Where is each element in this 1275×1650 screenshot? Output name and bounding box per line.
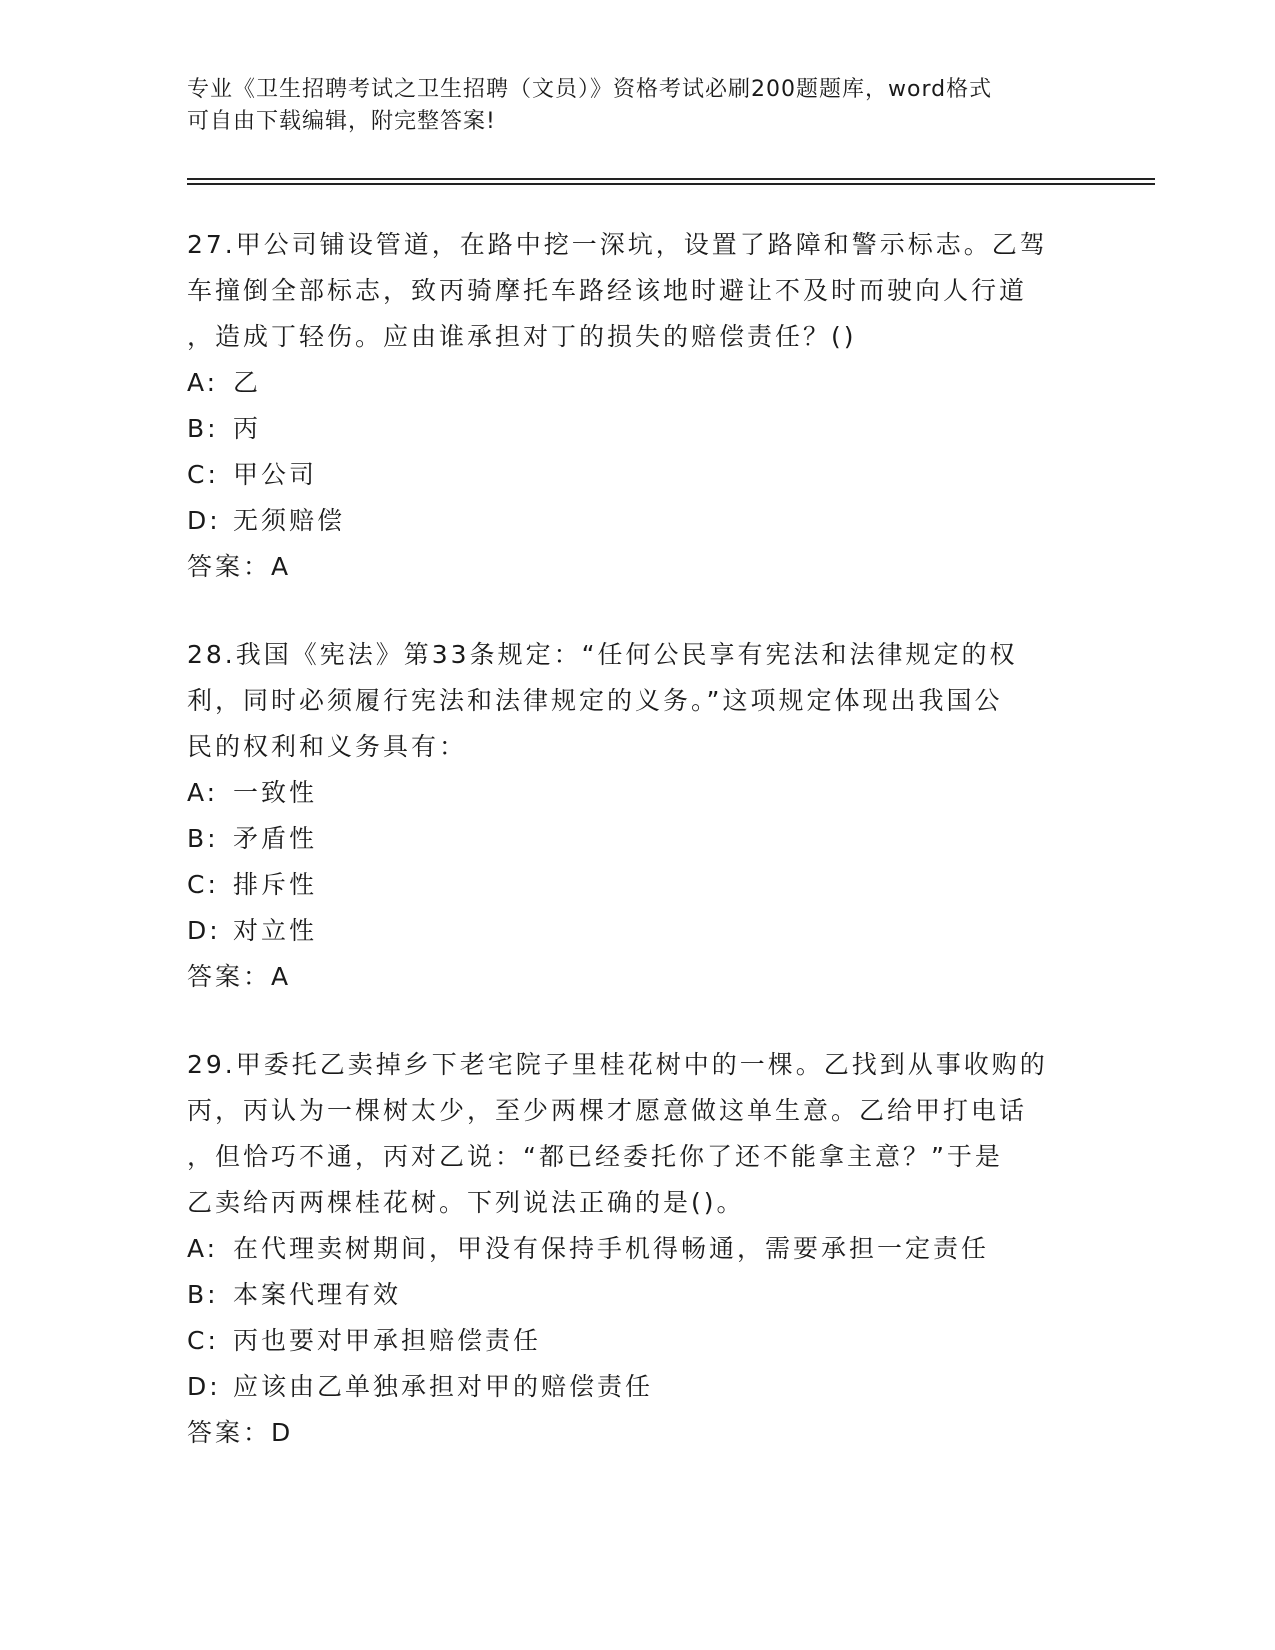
- option-text: 乙: [233, 368, 262, 397]
- option-letter: D:: [187, 1372, 221, 1401]
- option-b: [187, 816, 1087, 862]
- option-letter: D:: [187, 916, 221, 945]
- option-text: 丙: [233, 414, 262, 443]
- header-divider-bottom: [187, 183, 1155, 185]
- option-letter: B:: [187, 1280, 219, 1309]
- option-d: [187, 908, 1087, 954]
- option-letter: A:: [187, 1234, 219, 1263]
- option-text: 本案代理有效: [233, 1280, 402, 1309]
- option-d: [187, 498, 1087, 544]
- option-d: [187, 1364, 1087, 1410]
- question-stem: 28.我国《宪法》第33条规定：“任何公民享有宪法和法律规定的权 利，同时必须履行宪法和法律规定的义务。”这项规定体现出我国公 民的权利和义务具有：: [187, 640, 1018, 761]
- option-text: 对立性: [233, 916, 318, 945]
- option-letter: D:: [187, 506, 221, 535]
- option-letter: A:: [187, 778, 219, 807]
- option-a: [187, 360, 1087, 406]
- option-b: [187, 406, 1087, 452]
- option-text: 应该由乙单独承担对甲的赔偿责任: [233, 1372, 654, 1401]
- document-header: 专业《卫生招聘考试之卫生招聘（文员）》资格考试必刷200题题库，word格式 可自由下载编辑，附完整答案!: [187, 77, 993, 134]
- option-text: 甲公司: [233, 460, 318, 489]
- option-text: 排斥性: [233, 870, 318, 899]
- option-text: 丙也要对甲承担赔偿责任: [233, 1326, 542, 1355]
- option-letter: C:: [187, 870, 219, 899]
- option-letter: B:: [187, 824, 219, 853]
- option-text: 一致性: [233, 778, 318, 807]
- question-27: [187, 222, 1087, 590]
- option-a: [187, 1226, 1087, 1272]
- option-letter: A:: [187, 368, 219, 397]
- option-letter: C:: [187, 1326, 219, 1355]
- option-text: 无须赔偿: [233, 506, 346, 535]
- option-c: [187, 1318, 1087, 1364]
- option-letter: C:: [187, 460, 219, 489]
- option-letter: B:: [187, 414, 219, 443]
- answer-line: 答案：A: [187, 962, 292, 991]
- answer-line: 答案：A: [187, 552, 292, 581]
- option-b: [187, 1272, 1087, 1318]
- answer-line: 答案：D: [187, 1418, 294, 1447]
- option-c: [187, 452, 1087, 498]
- question-29: [187, 1042, 1087, 1456]
- option-a: [187, 770, 1087, 816]
- option-text: 在代理卖树期间，甲没有保持手机得畅通，需要承担一定责任: [233, 1234, 990, 1263]
- option-text: 矛盾性: [233, 824, 318, 853]
- question-stem: 29.甲委托乙卖掉乡下老宅院子里桂花树中的一棵。乙找到从事收购的 丙，丙认为一棵树太少，至少两棵才愿意做这单生意。乙给甲打电话 ，但恰巧不通，丙对乙说：“都已经委托你了还不能拿主意？”于是 乙卖给丙两棵桂花树。下列说法正确的是()。: [187, 1050, 1048, 1217]
- question-28: [187, 632, 1087, 1000]
- option-c: [187, 862, 1087, 908]
- header-divider-top: [187, 178, 1155, 180]
- question-stem: 27.甲公司铺设管道，在路中挖一深坑，设置了路障和警示标志。乙驾 车撞倒全部标志，致丙骑摩托车路经该地时避让不及时而驶向人行道 ，造成丁轻伤。应由谁承担对丁的损失的赔偿责任？(): [187, 230, 1048, 351]
